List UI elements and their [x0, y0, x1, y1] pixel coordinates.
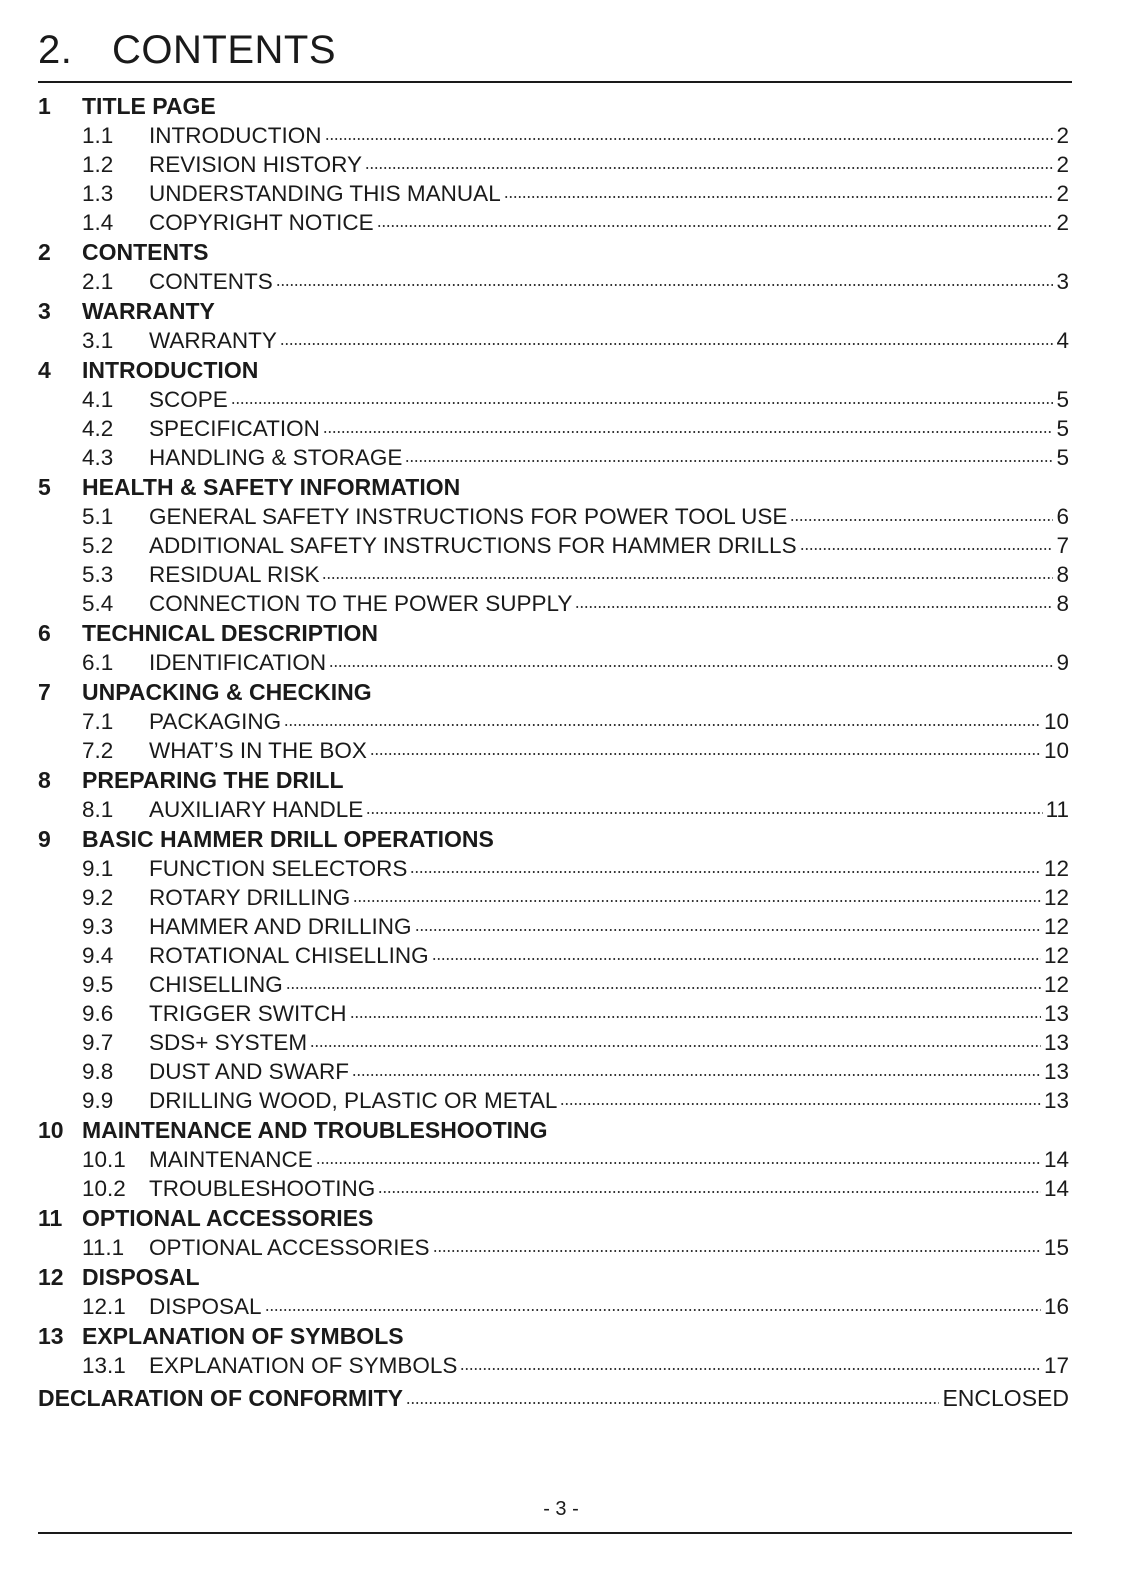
dot-leader [286, 984, 1041, 992]
entry-number: 7.1 [82, 708, 114, 734]
entry-number: 5.4 [82, 590, 114, 616]
entry-page-number: 13 [1043, 1000, 1069, 1026]
entry-number: 5.2 [82, 532, 114, 558]
toc-entry[interactable] [38, 1351, 1069, 1380]
toc-entry[interactable] [38, 854, 1069, 883]
toc-entry[interactable] [38, 414, 1069, 443]
dot-leader [265, 1306, 1041, 1314]
entry-number: 10.1 [82, 1146, 126, 1172]
dot-leader [322, 574, 1053, 582]
dot-leader [316, 1159, 1041, 1167]
entry-page-number: 8 [1056, 561, 1069, 587]
entry-number: 1.2 [82, 151, 114, 177]
entry-page-number: 13 [1043, 1029, 1069, 1055]
entry-page-number: 2 [1056, 122, 1069, 148]
dot-leader [365, 164, 1054, 172]
toc-section-heading[interactable] [38, 91, 1069, 121]
entry-title: COPYRIGHT NOTICE [149, 209, 374, 235]
section-title: TECHNICAL DESCRIPTION [82, 619, 379, 646]
section-title: DISPOSAL [82, 1263, 200, 1290]
table-of-contents [38, 91, 1069, 1414]
section-number: 3 [38, 297, 51, 324]
entry-page-number: 12 [1043, 942, 1069, 968]
entry-number: 9.2 [82, 884, 114, 910]
toc-entry[interactable] [38, 1145, 1069, 1174]
toc-entry[interactable] [38, 795, 1069, 824]
dot-leader [460, 1365, 1041, 1373]
entry-number: 9.5 [82, 971, 114, 997]
dot-leader [353, 897, 1041, 905]
section-number: 7 [38, 678, 51, 705]
entry-number: 5.3 [82, 561, 114, 587]
toc-entry[interactable] [38, 560, 1069, 589]
entry-title: HAMMER AND DRILLING [149, 913, 412, 939]
entry-page-number: 6 [1056, 503, 1069, 529]
toc-entry[interactable] [38, 385, 1069, 414]
dot-leader [377, 222, 1054, 230]
toc-section-heading[interactable] [38, 1203, 1069, 1233]
entry-page-number: 13 [1043, 1058, 1069, 1084]
entry-number: 3.1 [82, 327, 114, 353]
toc-entry[interactable] [38, 121, 1069, 150]
dot-leader [284, 721, 1041, 729]
entry-page-number: 8 [1056, 590, 1069, 616]
entry-number: 9.6 [82, 1000, 114, 1026]
entry-page-number: 13 [1043, 1087, 1069, 1113]
entry-title: TROUBLESHOOTING [149, 1175, 376, 1201]
entry-title: WHAT’S IN THE BOX [149, 737, 367, 763]
toc-entry[interactable] [38, 443, 1069, 472]
section-number: 13 [38, 1322, 64, 1349]
entry-page-number: 7 [1056, 532, 1069, 558]
dot-leader [370, 750, 1041, 758]
entry-title: FUNCTION SELECTORS [149, 855, 408, 881]
page-number: - 3 - [543, 1498, 579, 1520]
entry-page-number: 3 [1056, 268, 1069, 294]
entry-title: ROTATIONAL CHISELLING [149, 942, 429, 968]
section-title: PREPARING THE DRILL [82, 766, 344, 793]
entry-title: CONNECTION TO THE POWER SUPPLY [149, 590, 573, 616]
entry-number: 11.1 [82, 1234, 125, 1260]
toc-entry[interactable] [38, 883, 1069, 912]
dot-leader [560, 1100, 1041, 1108]
top-rule [38, 81, 1072, 83]
dot-leader [433, 1247, 1041, 1255]
entry-page-number: 12 [1043, 855, 1069, 881]
entry-title: RESIDUAL RISK [149, 561, 320, 587]
entry-number: 2.1 [82, 268, 114, 294]
entry-number: 1.1 [82, 122, 114, 148]
toc-entry[interactable] [38, 589, 1069, 618]
toc-entry[interactable] [38, 150, 1069, 179]
entry-page-number: 2 [1056, 180, 1069, 206]
dot-leader [350, 1013, 1041, 1021]
entry-page-number: 5 [1056, 415, 1069, 441]
dot-leader [410, 868, 1041, 876]
entry-title: DRILLING WOOD, PLASTIC OR METAL [149, 1087, 558, 1113]
entry-number: 9.4 [82, 942, 114, 968]
page-title-number: 2. [38, 28, 73, 72]
section-title: BASIC HAMMER DRILL OPERATIONS [82, 825, 494, 852]
entry-page-number: 2 [1056, 151, 1069, 177]
entry-title: PACKAGING [149, 708, 282, 734]
section-title: CONTENTS [82, 238, 209, 265]
dot-leader [406, 1399, 939, 1407]
dot-leader [325, 135, 1054, 143]
section-number: 4 [38, 356, 51, 383]
entry-title: DUST AND SWARF [149, 1058, 350, 1084]
toc-entry[interactable] [38, 999, 1069, 1028]
section-title: INTRODUCTION [82, 356, 259, 383]
section-title: MAINTENANCE AND TROUBLESHOOTING [82, 1116, 548, 1143]
bottom-rule [38, 1532, 1072, 1534]
entry-number: 9.7 [82, 1029, 114, 1055]
entry-number: 9.3 [82, 913, 114, 939]
entry-page-number: 12 [1043, 913, 1069, 939]
toc-section-heading[interactable] [38, 237, 1069, 267]
dot-leader [366, 809, 1042, 817]
entry-title: CHISELLING [149, 971, 283, 997]
toc-entry[interactable] [38, 648, 1069, 677]
entry-page-number: 16 [1043, 1293, 1069, 1319]
entry-number: 13.1 [82, 1352, 126, 1378]
section-title: UNPACKING & CHECKING [82, 678, 372, 705]
toc-entry[interactable] [38, 179, 1069, 208]
section-number: 11 [38, 1204, 63, 1231]
dot-leader [415, 926, 1041, 934]
toc-section-heading[interactable] [38, 1321, 1069, 1351]
dot-leader [276, 281, 1054, 289]
dot-leader [378, 1188, 1041, 1196]
entry-page-number: 10 [1043, 708, 1069, 734]
toc-entry[interactable] [38, 1028, 1069, 1057]
entry-title: ADDITIONAL SAFETY INSTRUCTIONS FOR HAMMER DRILLS [149, 532, 797, 558]
toc-entry[interactable] [38, 1174, 1069, 1203]
declaration-title: DECLARATION OF CONFORMITY [38, 1384, 403, 1411]
entry-number: 9.9 [82, 1087, 114, 1113]
toc-section-heading[interactable] [38, 355, 1069, 385]
dot-leader [432, 955, 1041, 963]
toc-section-heading[interactable] [38, 296, 1069, 326]
entry-page-number: 14 [1043, 1146, 1069, 1172]
entry-title: SDS+ SYSTEM [149, 1029, 308, 1055]
entry-title: HANDLING & STORAGE [149, 444, 403, 470]
toc-entry[interactable] [38, 912, 1069, 941]
dot-leader [575, 603, 1053, 611]
dot-leader [790, 516, 1053, 524]
dot-leader [280, 340, 1054, 348]
entry-number: 8.1 [82, 796, 114, 822]
entry-title: TRIGGER SWITCH [149, 1000, 347, 1026]
toc-section-heading[interactable] [38, 1115, 1069, 1145]
entry-number: 9.8 [82, 1058, 114, 1084]
entry-number: 1.4 [82, 209, 114, 235]
entry-title: INTRODUCTION [149, 122, 322, 148]
toc-entry[interactable] [38, 208, 1069, 237]
section-number: 8 [38, 766, 51, 793]
entry-number: 9.1 [82, 855, 114, 881]
toc-entry[interactable] [38, 1086, 1069, 1115]
entry-title: OPTIONAL ACCESSORIES [149, 1234, 430, 1260]
section-title: OPTIONAL ACCESSORIES [82, 1204, 374, 1231]
section-title: WARRANTY [82, 297, 215, 324]
toc-entry[interactable] [38, 502, 1069, 531]
toc-entry[interactable] [38, 326, 1069, 355]
toc-entry[interactable] [38, 1233, 1069, 1262]
entry-page-number: 12 [1043, 884, 1069, 910]
entry-page-number: 15 [1043, 1234, 1069, 1260]
entry-title: AUXILIARY HANDLE [149, 796, 364, 822]
entry-number: 7.2 [82, 737, 114, 763]
dot-leader [352, 1071, 1041, 1079]
entry-number: 4.2 [82, 415, 114, 441]
toc-section-heading[interactable] [38, 472, 1069, 502]
toc-entry[interactable] [38, 736, 1069, 765]
toc-section-heading[interactable] [38, 677, 1069, 707]
entry-page-number: 4 [1056, 327, 1069, 353]
entry-number: 4.1 [82, 386, 114, 412]
entry-title: DISPOSAL [149, 1293, 262, 1319]
section-number: 1 [38, 92, 51, 119]
entry-title: EXPLANATION OF SYMBOLS [149, 1352, 458, 1378]
entry-page-number: 11 [1045, 796, 1069, 822]
dot-leader [800, 545, 1054, 553]
entry-number: 6.1 [82, 649, 114, 675]
entry-page-number: 12 [1043, 971, 1069, 997]
section-title: EXPLANATION OF SYMBOLS [82, 1322, 404, 1349]
section-number: 6 [38, 619, 51, 646]
entry-title: GENERAL SAFETY INSTRUCTIONS FOR POWER TOOL USE [149, 503, 788, 529]
entry-title: CONTENTS [149, 268, 273, 294]
entry-number: 12.1 [82, 1293, 126, 1319]
section-number: 12 [38, 1263, 64, 1290]
entry-page-number: 2 [1056, 209, 1069, 235]
entry-page-number: 17 [1043, 1352, 1069, 1378]
toc-entry[interactable] [38, 267, 1069, 296]
dot-leader [504, 193, 1054, 201]
entry-title: WARRANTY [149, 327, 277, 353]
entry-number: 5.1 [82, 503, 114, 529]
dot-leader [310, 1042, 1041, 1050]
toc-section-heading[interactable] [38, 824, 1069, 854]
toc-entry[interactable] [38, 707, 1069, 736]
dot-leader [323, 428, 1054, 436]
entry-number: 1.3 [82, 180, 114, 206]
entry-page-number: 14 [1043, 1175, 1069, 1201]
section-number: 10 [38, 1116, 64, 1143]
entry-title: MAINTENANCE [149, 1146, 313, 1172]
dot-leader [405, 457, 1053, 465]
entry-page-number: 5 [1056, 444, 1069, 470]
entry-number: 4.3 [82, 444, 114, 470]
section-number: 5 [38, 473, 51, 500]
entry-title: SCOPE [149, 386, 228, 412]
toc-section-heading[interactable] [38, 1262, 1069, 1292]
section-title: TITLE PAGE [82, 92, 216, 119]
toc-entry[interactable] [38, 941, 1069, 970]
section-number: 2 [38, 238, 51, 265]
entry-number: 10.2 [82, 1175, 126, 1201]
dot-leader [231, 399, 1054, 407]
entry-page-number: 5 [1056, 386, 1069, 412]
declaration-page: ENCLOSED [942, 1384, 1069, 1411]
entry-title: SPECIFICATION [149, 415, 320, 441]
toc-section-heading[interactable] [38, 618, 1069, 648]
page-title [38, 28, 336, 73]
entry-title: ROTARY DRILLING [149, 884, 351, 910]
entry-page-number: 9 [1056, 649, 1069, 675]
toc-section-heading[interactable] [38, 765, 1069, 795]
section-number: 9 [38, 825, 51, 852]
toc-entry[interactable] [38, 531, 1069, 560]
toc-entry[interactable] [38, 970, 1069, 999]
page-title-text: CONTENTS [112, 28, 336, 72]
section-title: HEALTH & SAFETY INFORMATION [82, 473, 461, 500]
toc-declaration-entry[interactable] [38, 1382, 1069, 1414]
entry-page-number: 10 [1043, 737, 1069, 763]
entry-title: UNDERSTANDING THIS MANUAL [149, 180, 501, 206]
toc-entry[interactable] [38, 1292, 1069, 1321]
entry-title: REVISION HISTORY [149, 151, 362, 177]
dot-leader [329, 662, 1053, 670]
entry-title: IDENTIFICATION [149, 649, 327, 675]
toc-entry[interactable] [38, 1057, 1069, 1086]
